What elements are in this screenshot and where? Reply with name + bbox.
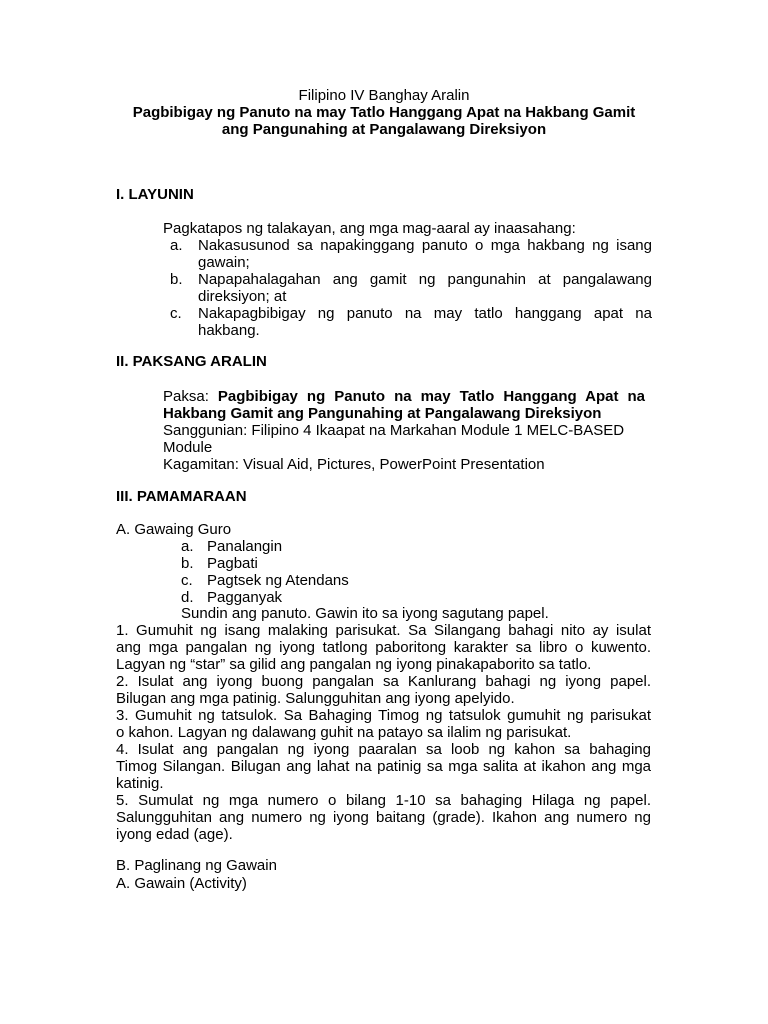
- paragraph-2: [116, 673, 651, 707]
- paragraph-line: Lagyan ng “star” sa gilid ang pangalan ng iyong pinakapaborito sa tatlo.: [116, 656, 592, 673]
- item-text-line: Nakapagbibigay ng panuto na may tatlo hanggang apat na: [198, 305, 652, 322]
- step-item: [181, 555, 349, 572]
- step-text: Panalangin: [207, 538, 283, 555]
- item-text-line: Nakasusunod sa napakinggang panuto o mga hakbang ng isang: [198, 237, 652, 254]
- sanggunian-line1: Sanggunian: Filipino 4 Ikaapat na Markahan Module 1 MELC-BASED: [163, 422, 625, 439]
- paragraph-line: 3. Gumuhit ng tatsulok. Sa Bahaging Timog ng tatsulok gumuhit ng parisukat: [116, 707, 651, 724]
- paragraph-4: [116, 741, 651, 792]
- doc-subtitle: Filipino IV Banghay Aralin: [298, 87, 470, 104]
- numbered-paragraphs: [116, 622, 651, 843]
- item-text-line: hakbang.: [198, 322, 260, 339]
- item-label: b.: [170, 271, 183, 288]
- paragraph-line: iyong edad (age).: [116, 826, 233, 843]
- sanggunian-line2: Module: [163, 439, 213, 456]
- step-item: [181, 572, 349, 589]
- paragraph-line: Timog Silangan. Bilugan ang lahat na patinig sa mga salita at ikahon ang mga: [116, 758, 651, 775]
- step-text: Pagganyak: [207, 589, 283, 606]
- section-heading-pamamaraan: III. PAMAMARAAN: [116, 488, 247, 505]
- paragraph-line: 5. Sumulat ng mga numero o bilang 1-10 sa bahaging Hilaga ng papel.: [116, 792, 651, 809]
- paragraph-line: o kahon. Lagyan ng dalawang guhit na patayo sa ilalim ng parisukat.: [116, 724, 572, 741]
- paglinang-heading: B. Paglinang ng Gawain: [116, 857, 277, 874]
- step-text: Pagbati: [207, 555, 258, 572]
- instruction-line: Sundin ang panuto. Gawin ito sa iyong sagutang papel.: [181, 605, 549, 622]
- paragraph-line: ang mga pangalan ng iyong tatlong paboritong karakter sa libro o kuwento.: [116, 639, 651, 656]
- paksa-title-line1: Pagbibigay ng Panuto na may Tatlo Hanggang Apat na: [217, 388, 645, 405]
- paragraph-1: [116, 622, 651, 673]
- step-item: [181, 538, 349, 555]
- item-text-line: Napapahalagahan ang gamit ng pangunahin at pangalawang: [198, 271, 652, 288]
- doc-title-line1: Pagbibigay ng Panuto na may Tatlo Hanggang Apat na Hakbang Gamit: [132, 104, 636, 121]
- item-label: c.: [170, 305, 182, 322]
- paragraph-line: 2. Isulat ang iyong buong pangalan sa Kanlurang bahagi ng iyong papel.: [116, 673, 651, 690]
- paksa-block: [163, 388, 645, 473]
- step-text: Pagtsek ng Atendans: [207, 572, 349, 589]
- layunin-intro: Pagkatapos ng talakayan, ang mga mag-aaral ay inaasahang:: [163, 220, 576, 237]
- paragraph-line: 4. Isulat ang pangalan ng iyong paaralan sa loob ng kahon sa bahaging: [116, 741, 651, 758]
- step-item: [181, 589, 349, 606]
- gawain-activity-heading: A. Gawain (Activity): [116, 875, 247, 892]
- step-label: b.: [181, 555, 194, 572]
- paragraph-line: 1. Gumuhit ng isang malaking parisukat. Sa Silangang bahagi nito ay isulat: [116, 622, 651, 639]
- paksa-label: Paksa:: [163, 388, 218, 405]
- paragraph-line: Bilugan ang mga patinig. Salungguhitan ang iyong apelyido.: [116, 690, 515, 707]
- item-text-line: direksiyon; at: [198, 288, 287, 305]
- step-list: [181, 538, 349, 606]
- paragraph-line: katinig.: [116, 775, 164, 792]
- layunin-item: [170, 237, 652, 271]
- item-text-line: gawain;: [198, 254, 250, 271]
- kagamitan: Kagamitan: Visual Aid, Pictures, PowerPoint Presentation: [163, 456, 545, 473]
- step-label: c.: [181, 572, 193, 589]
- layunin-item: [170, 305, 652, 339]
- item-label: a.: [170, 237, 183, 254]
- step-label: a.: [181, 538, 194, 555]
- paksa-title-line2: Hakbang Gamit ang Pangunahing at Pangalawang Direksiyon: [163, 405, 602, 422]
- paragraph-3: [116, 707, 651, 741]
- gawaing-guro-heading: A. Gawaing Guro: [116, 521, 232, 538]
- paragraph-5: [116, 792, 651, 843]
- doc-title-line2: ang Pangunahing at Pangalawang Direksiyon: [221, 121, 547, 138]
- section-heading-layunin: I. LAYUNIN: [116, 186, 194, 203]
- section-heading-paksang-aralin: II. PAKSANG ARALIN: [116, 353, 267, 370]
- paragraph-line: Salungguhitan ang numero ng iyong baitang (grade). Ikahon ang numero ng: [116, 809, 651, 826]
- layunin-item: [170, 271, 652, 305]
- step-label: d.: [181, 589, 194, 606]
